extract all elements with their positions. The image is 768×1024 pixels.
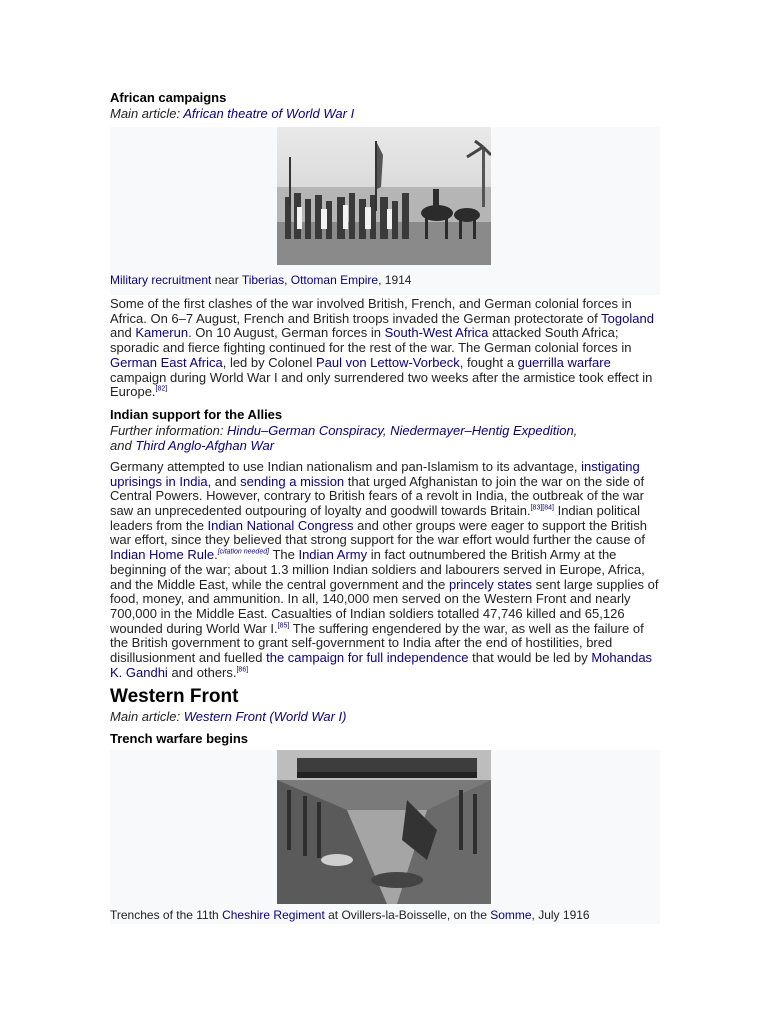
link-tiberias[interactable]: Tiberias xyxy=(241,273,285,287)
link-somme[interactable]: Somme xyxy=(490,908,532,923)
link-mohandas-gandhi[interactable]: Mohandas K. Gandhi xyxy=(110,650,653,680)
reference-86[interactable]: [86] xyxy=(236,666,249,674)
para-text: that would be led by xyxy=(468,650,592,666)
paragraph-african-campaigns xyxy=(110,297,662,400)
para-text: and other groups were eager to support the British war effort, since they believed that strong support for the war effort would further the cause of xyxy=(110,517,647,548)
photo-trenches xyxy=(277,750,491,904)
para-text: campaign during World War I and only surrendered two weeks after the armistice took effect in Europe. xyxy=(110,369,653,400)
link-togoland[interactable]: Togoland xyxy=(601,310,654,326)
link-guerrilla-warfare[interactable]: guerrilla warfare xyxy=(517,354,611,370)
caption-trenches xyxy=(110,907,650,923)
photo-trench-illustration xyxy=(277,750,491,904)
section-heading-western-front: Western Front xyxy=(110,686,239,708)
para-text: Indian political leaders from the xyxy=(110,503,640,533)
hatnote-and: and xyxy=(110,437,136,453)
reference-82[interactable]: [82] xyxy=(155,385,168,393)
para-text: , and xyxy=(207,473,241,489)
hatnote-further-information xyxy=(110,423,662,453)
section-heading-indian-support: Indian support for the Allies xyxy=(110,406,283,422)
citation-needed[interactable]: [citation needed] xyxy=(217,548,270,556)
article-content xyxy=(110,90,662,924)
link-sending-a-mission[interactable]: sending a mission xyxy=(240,473,345,489)
photo-military-recruitment xyxy=(277,127,491,265)
link-ottoman-empire[interactable]: Ottoman Empire xyxy=(290,273,379,287)
reference-85[interactable]: [85] xyxy=(277,622,290,630)
link-instigating-uprisings[interactable]: instigating uprisings in India xyxy=(110,458,640,489)
caption-military-recruitment xyxy=(110,272,650,288)
hatnote-prefix: Further information: xyxy=(110,422,228,438)
figure-military-recruitment xyxy=(110,127,660,295)
link-south-west-africa[interactable]: South-West Africa xyxy=(384,325,489,341)
para-text: that urged Afghanistan to join the war on the side of Central Powers. However, contrary to British fears of a revolt in India, the outbreak of the war saw an unprecedented outpouring of loyalty and goodwill towards Britain. xyxy=(110,473,645,519)
link-kamerun[interactable]: Kamerun xyxy=(135,325,189,341)
caption-text: , 1914 xyxy=(378,273,412,287)
caption-text: near xyxy=(211,273,242,287)
link-cheshire-regiment[interactable]: Cheshire Regiment xyxy=(222,908,325,923)
photo-recruitment-illustration xyxy=(277,127,491,265)
para-text: and others. xyxy=(167,664,237,680)
para-text: , fought a xyxy=(459,354,518,370)
para-text: Some of the first clashes of the war involved British, French, and German colonial forces in Africa. On 6–7 August, French and British troops invaded the German protectorate of xyxy=(110,296,632,326)
para-text: , led by Colonel xyxy=(222,354,316,370)
caption-text: at Ovillers-la-Boisselle, on the xyxy=(324,908,491,923)
link-princely-states[interactable]: princely states xyxy=(448,576,533,592)
reference-83-84[interactable]: [83][84] xyxy=(530,504,554,512)
para-text: attacked South Africa; sporadic and fierce fighting continued for the rest of the war. The German colonial forces in xyxy=(110,325,632,356)
hatnote-prefix: Main article: xyxy=(110,709,184,725)
section-heading-african-campaigns: African campaigns xyxy=(110,90,227,105)
link-indian-army[interactable]: Indian Army xyxy=(298,547,368,563)
caption-text: , xyxy=(284,273,291,287)
hatnote-sep: , xyxy=(573,422,578,438)
caption-text: Trenches of the 11th xyxy=(110,908,223,923)
link-indian-national-congress[interactable]: Indian National Congress xyxy=(207,517,354,533)
hatnote-sep: , xyxy=(382,422,391,438)
para-text: . On 10 August, German forces in xyxy=(188,325,385,341)
figure-trenches xyxy=(110,750,660,924)
link-paul-von-lettow-vorbeck[interactable]: Paul von Lettow-Vorbeck xyxy=(315,354,460,370)
hatnote-prefix: Main article: xyxy=(110,106,184,121)
link-hindu-german-conspiracy[interactable]: Hindu–German Conspiracy xyxy=(227,422,383,438)
subheading-trench-warfare: Trench warfare begins xyxy=(110,731,248,747)
para-text: in fact outnumbered the British Army at the beginning of the war; about 1.3 million Indian soldiers and labourers served in Europe, Africa, and the Middle East, while the central government and the xyxy=(110,547,645,592)
link-military-recruitment[interactable]: Military recruitment xyxy=(110,273,212,287)
para-text: Germany attempted to use Indian nationalism and pan-Islamism to its advantage, xyxy=(110,458,582,474)
caption-text: , July 1916 xyxy=(531,908,590,923)
link-african-theatre[interactable]: African theatre of World War I xyxy=(183,106,355,121)
hatnote-main-article-western xyxy=(110,709,662,724)
paragraph-indian-support xyxy=(110,460,662,681)
link-niedermayer-hentig-expedition[interactable]: Niedermayer–Hentig Expedition xyxy=(390,422,574,438)
para-text: The xyxy=(269,547,299,563)
para-text: sent large supplies of food, money, and ammunition. In all, 140,000 men served on the Western Front and nearly 700,000 in the Middle East. Casualties of Indian soldiers totalled 47,746 killed and 65,126 wounded during World War I. xyxy=(110,576,659,636)
link-third-anglo-afghan-war[interactable]: Third Anglo-Afghan War xyxy=(135,437,275,453)
link-western-front[interactable]: Western Front (World War I) xyxy=(183,709,347,725)
hatnote-main-article xyxy=(110,106,662,121)
link-campaign-full-independence[interactable]: the campaign for full independence xyxy=(266,650,469,666)
para-text: The suffering engendered by the war, as well as the failure of the British government to grant self-government to India after the end of hostilities, bred disillusionment and fuelled xyxy=(110,620,644,666)
para-text: . xyxy=(214,547,218,563)
link-german-east-africa[interactable]: German East Africa xyxy=(110,354,223,370)
para-text: and xyxy=(110,325,136,341)
link-indian-home-rule[interactable]: Indian Home Rule xyxy=(110,547,215,563)
